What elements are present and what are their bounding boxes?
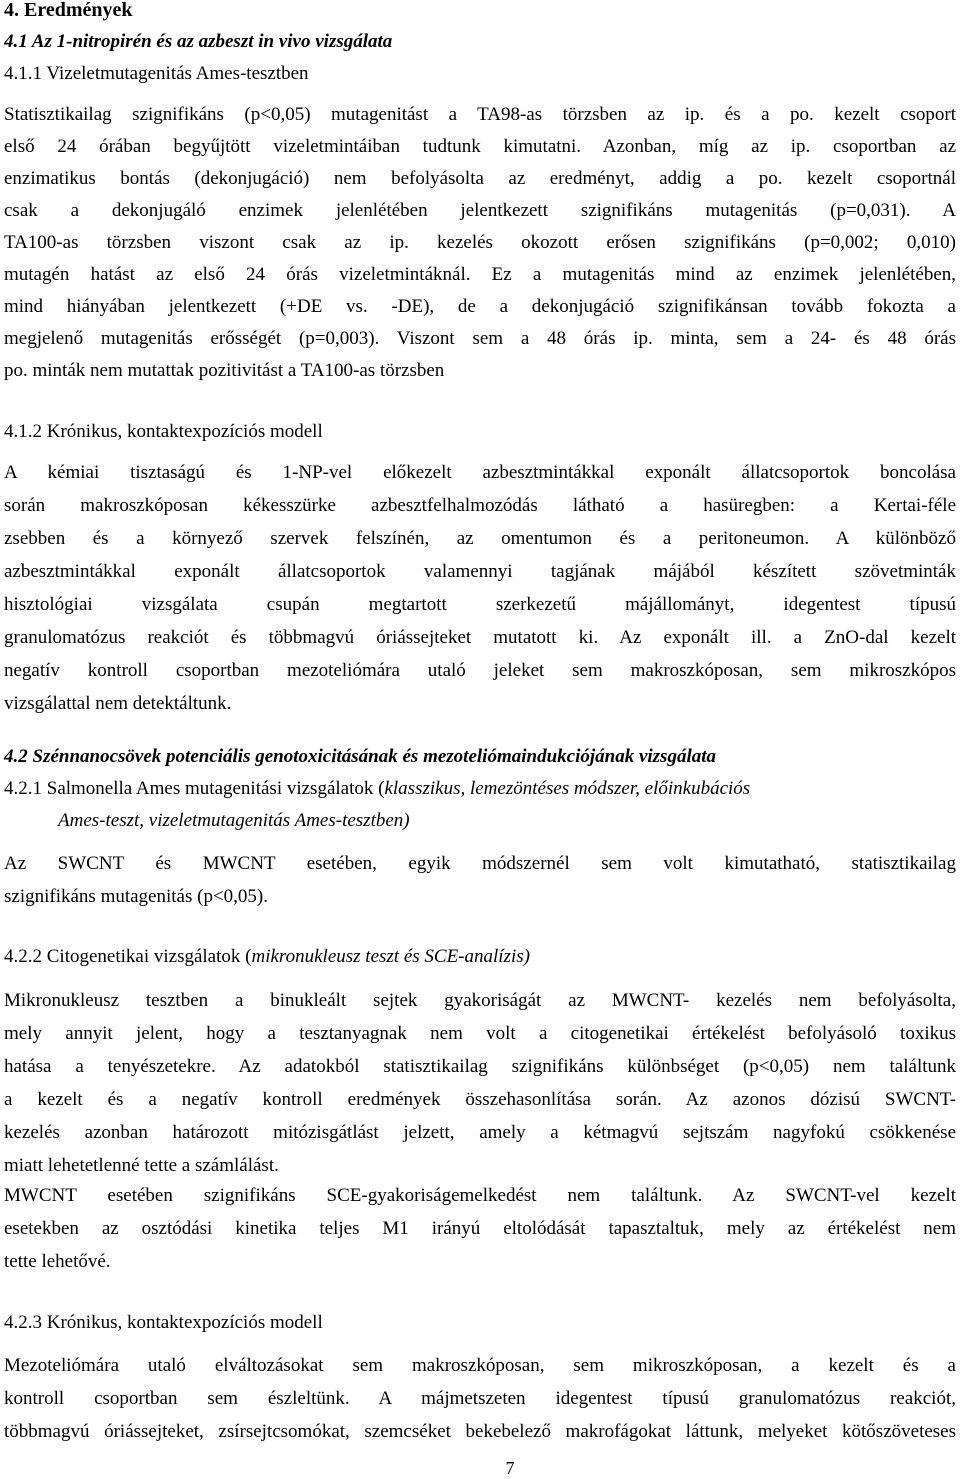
- p1-line-2: első 24 órában begyűjtött vizeletmintáiban tudtunk kimutatni. Azonban, míg az ip. csoportban az: [4, 136, 956, 157]
- p1-line-7: mind hiányában jelentkezett (+DE vs. -DE), de a dekonjugáció szignifikánsan tovább fokozta a: [4, 296, 956, 317]
- p4-line-5: kezelés azonban határozott mitózisgátlást jelzett, amely a kétmagvú sejtszám nagyfokú csökkenése: [4, 1122, 956, 1143]
- p2-line-3: zsebben és a környező szervek felszínén, az omentumon és a peritoneumon. A különböző: [4, 528, 956, 549]
- heading-4-2-2: 4.2.2 Citogenetikai vizsgálatok (mikronukleusz teszt és SCE-analízis): [4, 946, 530, 967]
- heading-4-1-2: 4.1.2 Krónikus, kontaktexpozíciós modell: [4, 421, 323, 442]
- p4-line-6: miatt lehetetlenné tette a számlálást.: [4, 1155, 279, 1176]
- p2-line-2: során makroszkóposan kékesszürke azbesztfelhalmozódás látható a hasüregben: a Kertai-féle: [4, 495, 956, 516]
- p1-line-6: mutagén hatást az első 24 órás vizeletmintáknál. Ez a mutagenitás mind az enzimek jelenlétében,: [4, 264, 956, 285]
- p5-line-2: esetekben az osztódási kinetika teljes M1 irányú eltolódását tapasztaltuk, mely az értékelést nem: [4, 1218, 956, 1239]
- heading-4-2-3: 4.2.3 Krónikus, kontaktexpozíciós modell: [4, 1312, 323, 1333]
- heading-4-2-1: 4.2.1 Salmonella Ames mutagenitási vizsgálatok (klasszikus, lemezöntéses módszer, előinkubációs: [4, 778, 751, 799]
- p2-line-1: A kémiai tisztaságú és 1-NP-vel előkezelt azbesztmintákkal exponált állatcsoportok boncolása: [4, 462, 956, 483]
- p1-line-5: TA100-as törzsben viszont csak az ip. kezelés okozott erősen szignifikáns (p=0,002; 0,010): [4, 232, 956, 253]
- p1-line-3: enzimatikus bontás (dekonjugáció) nem befolyásolta az eredményt, addig a po. kezelt csoportnál: [4, 168, 956, 189]
- p5-line-3: tette lehetővé.: [4, 1251, 111, 1272]
- p4-line-4: a kezelt és a negatív kontroll eredmények összehasonlítása során. Az azonos dózisú SWCNT-: [4, 1089, 956, 1110]
- p2-line-6: granulomatózus reakciót és többmagvú óriássejteket mutatott ki. Az exponált ill. a ZnO-dal kezelt: [4, 627, 956, 648]
- p3-line-2: szignifikáns mutagenitás (p<0,05).: [4, 886, 268, 907]
- heading-4-2-1-cont: Ames-teszt, vizeletmutagenitás Ames-tesztben): [58, 810, 410, 831]
- p3-line-1: Az SWCNT és MWCNT esetében, egyik módszernél sem volt kimutatható, statisztikailag: [4, 853, 956, 874]
- p6-line-1: Mezoteliómára utaló elváltozásokat sem makroszkóposan, sem mikroszkóposan, a kezelt és a: [4, 1355, 956, 1376]
- p6-line-2: kontroll csoportban sem észleltünk. A májmetszeten idegentest típusú granulomatózus reakciót,: [4, 1388, 956, 1409]
- p2-line-7: negatív kontroll csoportban mezoteliómára utaló jeleket sem makroszkóposan, sem mikroszkópos: [4, 660, 956, 681]
- p1-line-4: csak a dekonjugáló enzimek jelenlétében jelentkezett szignifikáns mutagenitás (p=0,031). A: [4, 200, 956, 221]
- p6-line-3: többmagvú óriássejteket, zsírsejtcsomókat, szemcséket bekebelező makrofágokat láttunk, melyeket kötőszöveteses: [4, 1421, 956, 1442]
- p1-line-9: po. minták nem mutattak pozitivitást a TA100-as törzsben: [4, 360, 445, 381]
- heading-4-2: 4.2 Szénnanocsövek potenciális genotoxicitásának és mezoteliómaindukciójának vizsgálata: [4, 746, 716, 767]
- p1-line-1: Statisztikailag szignifikáns (p<0,05) mutagenitást a TA98-as törzsben az ip. és a po. kezelt csoport: [4, 104, 956, 125]
- heading-4-1: 4.1 Az 1-nitropirén és az azbeszt in vivo vizsgálata: [4, 31, 393, 52]
- p5-line-1: MWCNT esetében szignifikáns SCE-gyakoriságemelkedést nem találtunk. Az SWCNT-vel kezelt: [4, 1185, 956, 1206]
- p2-line-4: azbesztmintákkal exponált állatcsoportok valamennyi tagjának májából készített szövetminták: [4, 561, 956, 582]
- p4-line-3: hatása a tenyészetekre. Az adatokból statisztikailag szignifikáns különbséget (p<0,05) nem találtunk: [4, 1056, 956, 1077]
- p2-line-5: hisztológiai vizsgálata csupán megtartott szerkezetű májállományt, idegentest típusú: [4, 594, 956, 615]
- p1-line-8: megjelenő mutagenitás erősségét (p=0,003). Viszont sem a 48 órás ip. minta, sem a 24- és 48 órás: [4, 328, 956, 349]
- page-number: 7: [505, 1458, 515, 1478]
- p4-line-2: mely annyit jelent, hogy a tesztanyagnak nem volt a citogenetikai értékelést befolyásoló toxikus: [4, 1023, 956, 1044]
- heading-4-1-1: 4.1.1 Vizeletmutagenitás Ames-tesztben: [4, 63, 309, 84]
- p4-line-1: Mikronukleusz tesztben a binukleált sejtek gyakoriságát az MWCNT- kezelés nem befolyásolta,: [4, 990, 956, 1011]
- p2-line-8: vizsgálattal nem detektáltunk.: [4, 693, 232, 714]
- heading-4: 4. Eredmények: [4, 0, 133, 21]
